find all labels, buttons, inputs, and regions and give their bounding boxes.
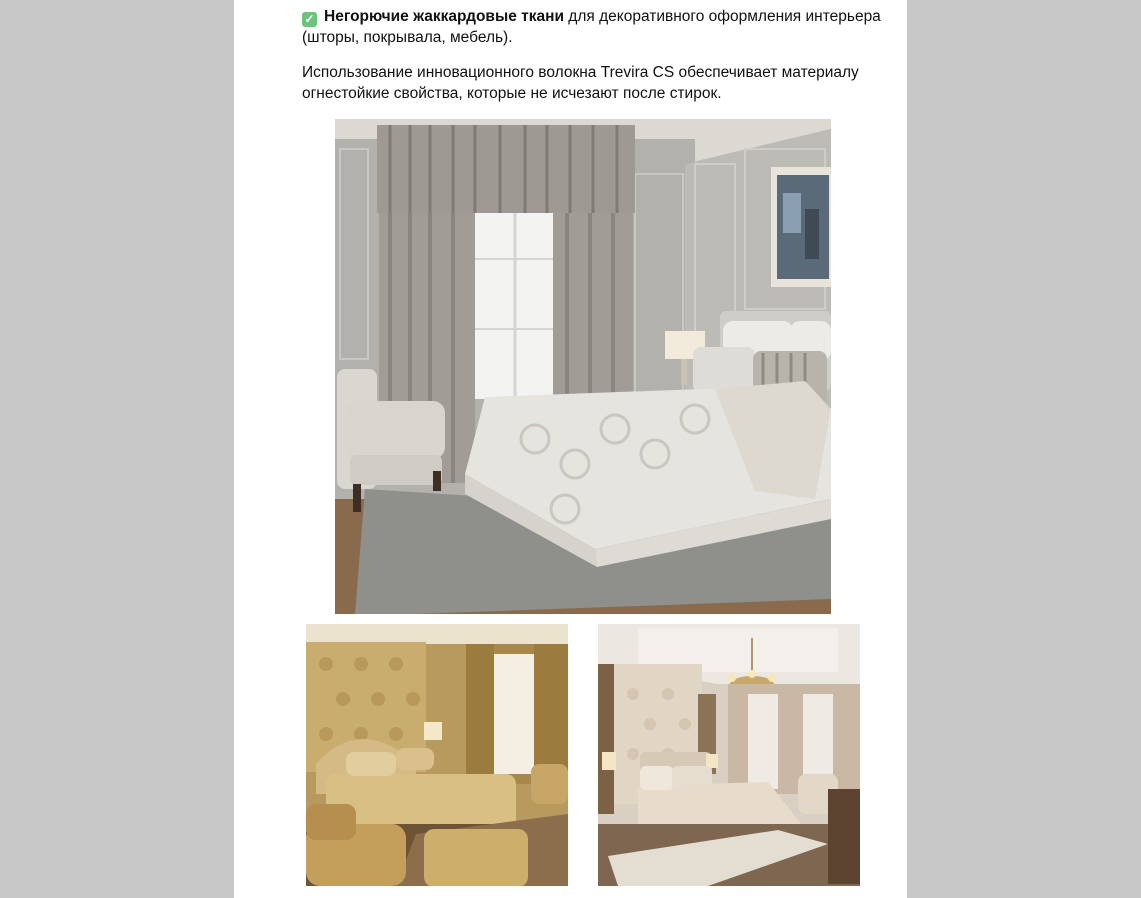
jacquard-description: для декоративного оформления интерьера (шторы, покрывала, мебель). [302, 8, 881, 46]
paragraph-jacquard [302, 6, 882, 48]
paragraph-trevira: Использование инновационного волокна Trevira CS обеспечивает материалу огнестойкие свойства, которые не исчезают после стирок. [302, 64, 859, 102]
document-page [234, 0, 907, 898]
jacquard-bold-text: Негорючие жаккардовые ткани [324, 8, 564, 25]
grey-bedroom-photo [335, 119, 831, 614]
check-mark-icon: ✓ [302, 12, 317, 27]
beige-bedroom-photo [598, 624, 860, 886]
gold-bedroom-photo [306, 624, 568, 886]
